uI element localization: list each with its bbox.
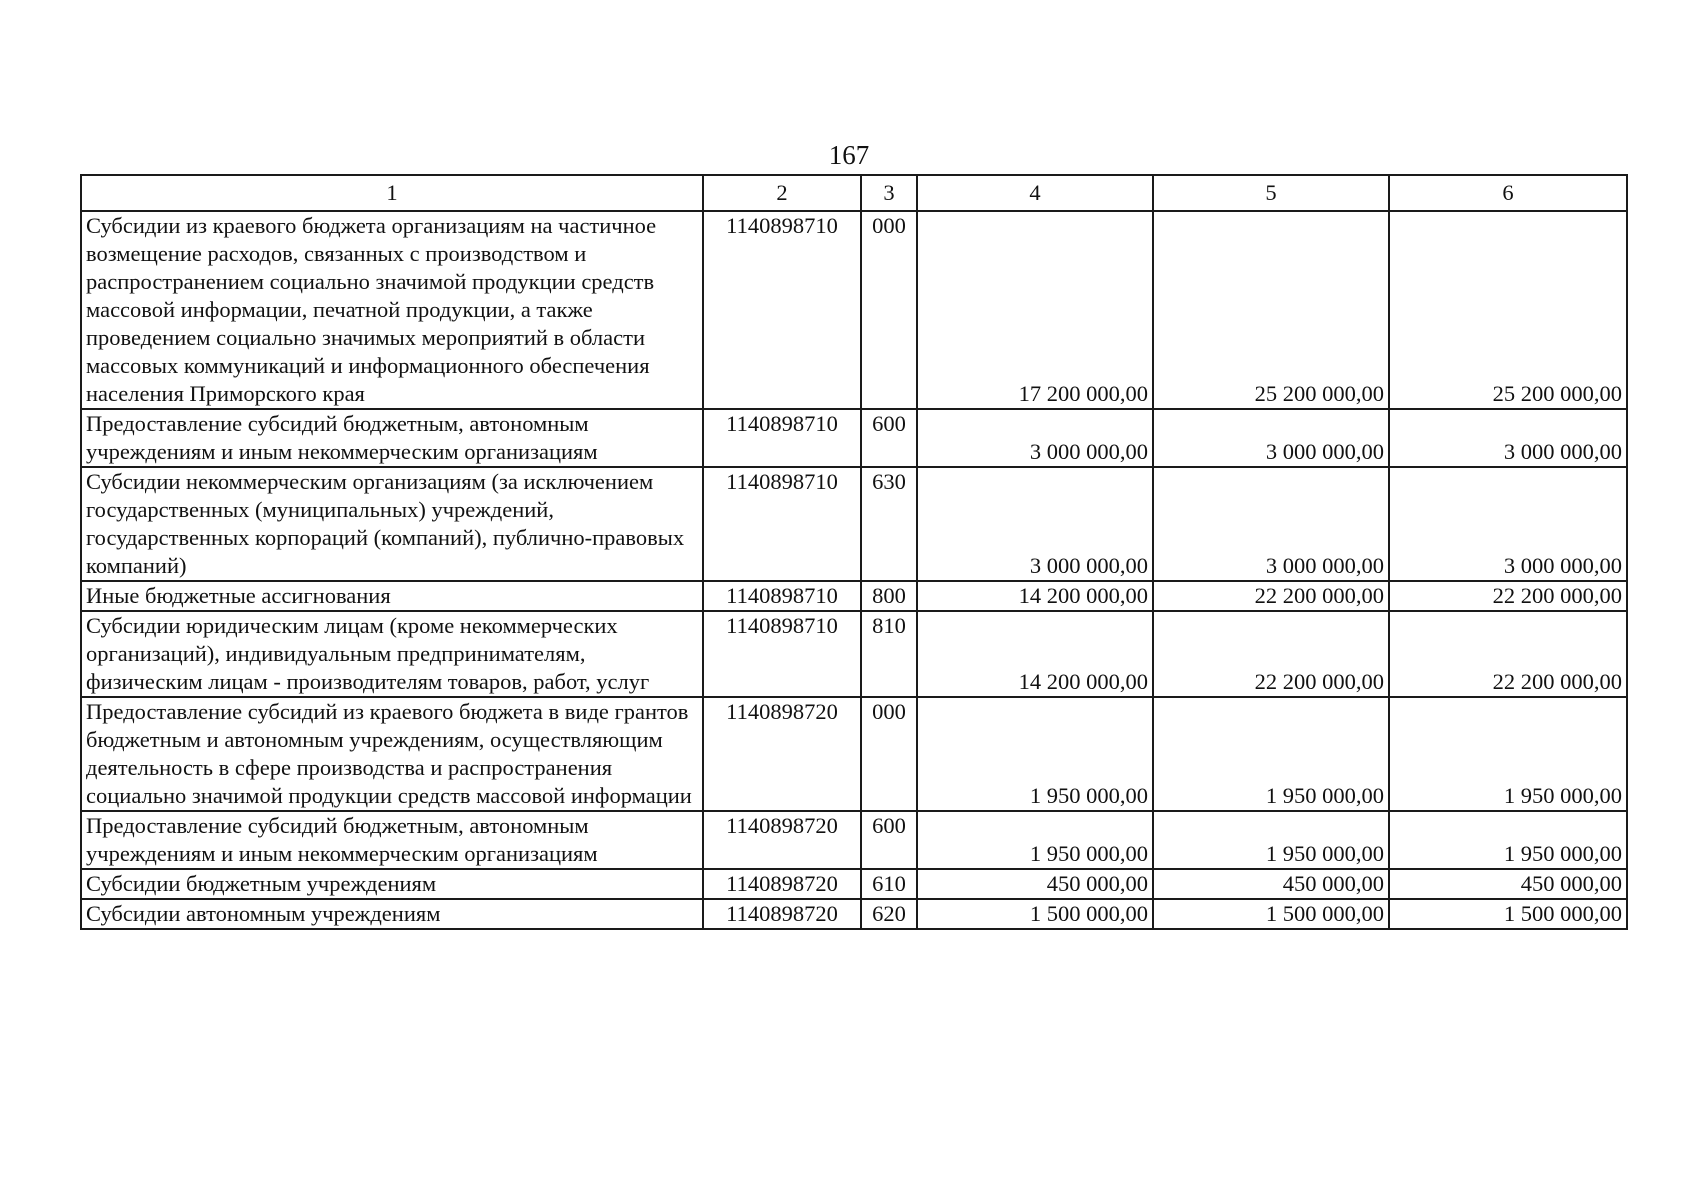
amount-col-4: 14 200 000,00 [917, 581, 1153, 611]
amount-col-5: 1 950 000,00 [1153, 811, 1389, 869]
amount-col-5: 450 000,00 [1153, 869, 1389, 899]
expense-type-code: 620 [861, 899, 917, 929]
amount-col-5: 3 000 000,00 [1153, 409, 1389, 467]
expense-type-code: 800 [861, 581, 917, 611]
amount-col-6: 3 000 000,00 [1389, 409, 1627, 467]
amount-col-6: 22 200 000,00 [1389, 581, 1627, 611]
amount-col-5: 1 950 000,00 [1153, 697, 1389, 811]
item-name: Иные бюджетные ассигнования [81, 581, 703, 611]
column-header-2: 2 [703, 175, 861, 211]
amount-col-6: 25 200 000,00 [1389, 211, 1627, 409]
amount-col-6: 1 500 000,00 [1389, 899, 1627, 929]
item-name: Субсидии из краевого бюджета организациям на частичное возмещение расходов, связанных с производством и распространением социально значимой продукции средств массовой информации, печатной продукции, а также проведением социально значимых мероприятий в области массовых коммуникаций и информационного обеспечения населения Приморского края [81, 211, 703, 409]
target-code: 1140898710 [703, 467, 861, 581]
header-row [81, 175, 1627, 211]
amount-col-5: 22 200 000,00 [1153, 611, 1389, 697]
target-code: 1140898720 [703, 697, 861, 811]
item-name: Предоставление субсидий из краевого бюджета в виде грантов бюджетным и автономным учреждениям, осуществляющим деятельность в сфере производства и распространения социально значимой продукции средств массовой информации [81, 697, 703, 811]
item-name: Предоставление субсидий бюджетным, автономным учреждениям и иным некоммерческим организациям [81, 811, 703, 869]
column-header-4: 4 [917, 175, 1153, 211]
table-body [81, 211, 1627, 929]
amount-col-4: 1 950 000,00 [917, 697, 1153, 811]
amount-col-4: 3 000 000,00 [917, 409, 1153, 467]
item-name: Субсидии юридическим лицам (кроме некоммерческих организаций), индивидуальным предпринимателям, физическим лицам - производителям товаров, работ, услуг [81, 611, 703, 697]
amount-col-5: 22 200 000,00 [1153, 581, 1389, 611]
target-code: 1140898720 [703, 811, 861, 869]
target-code: 1140898720 [703, 899, 861, 929]
table-row [81, 611, 1627, 697]
table-row [81, 581, 1627, 611]
item-name: Субсидии автономным учреждениям [81, 899, 703, 929]
target-code: 1140898710 [703, 409, 861, 467]
table-row [81, 467, 1627, 581]
table-row [81, 869, 1627, 899]
expense-type-code: 000 [861, 697, 917, 811]
table-row [81, 899, 1627, 929]
target-code: 1140898710 [703, 211, 861, 409]
column-header-1: 1 [81, 175, 703, 211]
expense-type-code: 630 [861, 467, 917, 581]
amount-col-4: 17 200 000,00 [917, 211, 1153, 409]
column-header-3: 3 [861, 175, 917, 211]
amount-col-5: 25 200 000,00 [1153, 211, 1389, 409]
expense-type-code: 600 [861, 409, 917, 467]
expense-type-code: 600 [861, 811, 917, 869]
amount-col-6: 1 950 000,00 [1389, 811, 1627, 869]
table-row [81, 697, 1627, 811]
amount-col-6: 3 000 000,00 [1389, 467, 1627, 581]
item-name: Субсидии некоммерческим организациям (за исключением государственных (муниципальных) учреждений, государственных корпораций (компаний), публично-правовых компаний) [81, 467, 703, 581]
target-code: 1140898710 [703, 611, 861, 697]
amount-col-4: 450 000,00 [917, 869, 1153, 899]
item-name: Предоставление субсидий бюджетным, автономным учреждениям и иным некоммерческим организациям [81, 409, 703, 467]
amount-col-4: 3 000 000,00 [917, 467, 1153, 581]
amount-col-5: 1 500 000,00 [1153, 899, 1389, 929]
amount-col-4: 14 200 000,00 [917, 611, 1153, 697]
target-code: 1140898720 [703, 869, 861, 899]
column-header-5: 5 [1153, 175, 1389, 211]
table-row [81, 409, 1627, 467]
amount-col-6: 22 200 000,00 [1389, 611, 1627, 697]
table-header [81, 175, 1627, 211]
expense-type-code: 810 [861, 611, 917, 697]
item-name: Субсидии бюджетным учреждениям [81, 869, 703, 899]
amount-col-6: 1 950 000,00 [1389, 697, 1627, 811]
expense-type-code: 000 [861, 211, 917, 409]
target-code: 1140898710 [703, 581, 861, 611]
page-number: 167 [828, 140, 870, 170]
amount-col-4: 1 950 000,00 [917, 811, 1153, 869]
table-row [81, 211, 1627, 409]
amount-col-5: 3 000 000,00 [1153, 467, 1389, 581]
column-header-6: 6 [1389, 175, 1627, 211]
amount-col-4: 1 500 000,00 [917, 899, 1153, 929]
table-row [81, 811, 1627, 869]
expense-type-code: 610 [861, 869, 917, 899]
budget-table [80, 174, 1628, 930]
amount-col-6: 450 000,00 [1389, 869, 1627, 899]
